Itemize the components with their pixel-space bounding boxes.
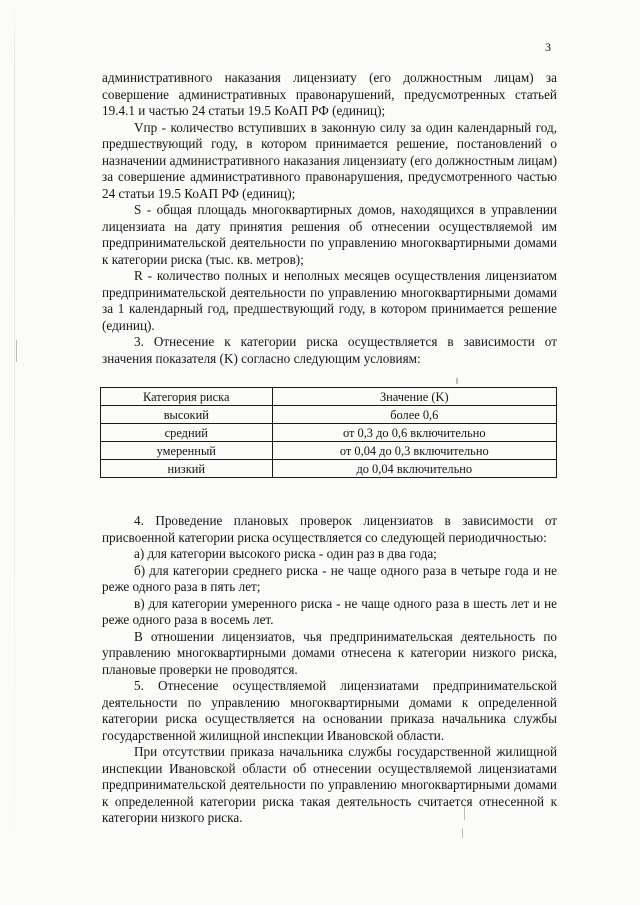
table-cell-category: высокий <box>101 406 273 424</box>
table-cell-value: от 0,3 до 0,6 включительно <box>272 424 556 442</box>
scan-mark <box>16 340 17 362</box>
table-row <box>101 424 557 442</box>
table-header-category: Категория риска <box>101 388 273 406</box>
table-row <box>101 406 557 424</box>
table-row <box>101 442 557 460</box>
table-cell-value: более 0,6 <box>272 406 556 424</box>
paragraph-r-definition: R - количество полных и неполных месяцев осуществления лицензиатом предпринимательской деятельности по управлению многоквартирными домами за 1 календарный год, предшествующий году, в котором принимается решение (единиц). <box>102 268 557 333</box>
paragraph-section-4: 4. Проведение плановых проверок лицензиатов в зависимости от присвоенной категории риска осуществляется со следующей периодичностью: <box>102 513 557 545</box>
risk-category-table <box>100 387 557 478</box>
list-item-moderate-risk: в) для категории умеренного риска - не чаще одного раза в шесть лет и не реже одного раза в восемь лет. <box>102 595 557 627</box>
page-number: 3 <box>545 40 551 54</box>
binding-edge <box>14 0 15 905</box>
list-item-high-risk: а) для категории высокого риска - один раз в два года; <box>134 546 437 561</box>
list-item-medium-risk: б) для категории среднего риска - не чаще одного раза в четыре года и не реже одного раза в пять лет; <box>102 562 557 594</box>
table-header-value: Значение (K) <box>272 388 556 406</box>
table-header-row <box>101 388 557 406</box>
paragraph-s-definition: S - общая площадь многоквартирных домов, находящихся в управлении лицензиата на дату принятия решения об отнесении осуществляемой им предпринимательской деятельности по управлению многоквартирными домами к категории риска (тыс. кв. метров); <box>102 202 557 267</box>
paragraph-section-5: 5. Отнесение осуществляемой лицензиатами предпринимательской деятельности по управлению многоквартирными домами к определенной категории риска осуществляется на основании приказа начальника службы государственной жилищной инспекции Ивановской области. <box>102 678 557 743</box>
table-cell-value: от 0,04 до 0,3 включительно <box>272 442 556 460</box>
paragraph-default-category: При отсутствии приказа начальника службы государственной жилищной инспекции Ивановской области об отнесении осуществляемой лицензиатами предпринимательской деятельности по управлению многоквартирными домами к определенной категории риска такая деятельность считается отнесенной к категории низкого риска. <box>102 744 557 825</box>
table-cell-category: низкий <box>101 460 273 478</box>
table-cell-category: умеренный <box>101 442 273 460</box>
body-text-top <box>102 70 557 367</box>
table-cell-category: средний <box>101 424 273 442</box>
paragraph-continuation: административного наказания лицензиату (его должностным лицам) за совершение административных правонарушений, предусмотренных статьей 19.4.1 и частью 24 статьи 19.5 КоАП РФ (единиц); <box>102 70 557 118</box>
table-cell-value: до 0,04 включительно <box>272 460 556 478</box>
table-row <box>101 460 557 478</box>
paragraph-section-3: 3. Отнесение к категории риска осуществляется в зависимости от значения показателя (K) согласно следующим условиям: <box>102 334 557 366</box>
paragraph-vpr-definition: Vпр - количество вступивших в законную силу за один календарный год, предшествующий году, в котором принимается решение, постановлений о назначении административного наказания лицензиату (его должностным лицам) за совершение административного правонарушения, предусмотренного частью 24 статьи 19.5 КоАП РФ (единиц); <box>102 119 557 201</box>
scan-mark <box>462 828 463 838</box>
paragraph-low-risk: В отношении лицензиатов, чья предпринимательская деятельность по управлению многоквартирными домами отнесена к категории низкого риска, плановые проверки не проводятся. <box>102 628 557 677</box>
scan-mark <box>456 378 458 384</box>
body-text-bottom <box>102 513 557 827</box>
